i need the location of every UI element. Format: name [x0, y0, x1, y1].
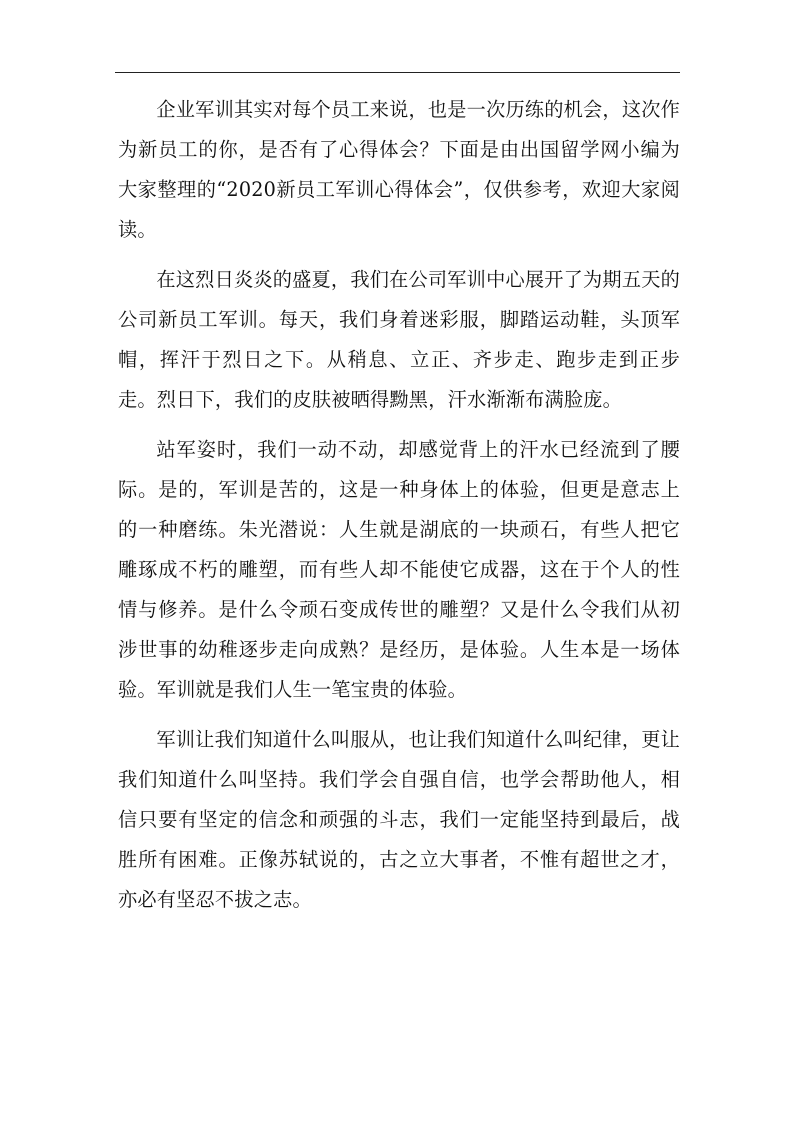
paragraph-intro: 企业军训其实对每个员工来说，也是一次历练的机会，这次作为新员工的你，是否有了心得体会？下面是由出国留学网小编为大家整理的“2020新员工军训心得体会”，仅供参考，欢迎大家阅读。 — [118, 98, 680, 241]
paragraph-training: 在这烈日炎炎的盛夏，我们在公司军训中心展开了为期五天的公司新员工军训。每天，我们身着迷彩服，脚踏运动鞋，头顶军帽，挥汗于烈日之下。从稍息、立正、齐步走、跑步走到正步走。烈日下，我们的皮肤被晒得黝黑，汗水渐渐布满脸庞。 — [118, 268, 680, 411]
paragraph-posture: 站军姿时，我们一动不动，却感觉背上的汗水已经流到了腰际。是的，军训是苦的，这是一种身体上的体验，但更是意志上的一种磨练。朱光潜说：人生就是湖底的一块顽石，有些人把它雕琢成不朽的雕塑，而有些人却不能使它成器，这在于个人的性情与修养。是什么令顽石变成传世的雕塑？又是什么令我们从初涉世事的幼稚逐步走向成熟？是经历，是体验。人生本是一场体验。军训就是我们人生一笔宝贵的体验。 — [118, 438, 680, 701]
header-rule — [115, 72, 680, 73]
document-body — [118, 90, 680, 930]
paragraph-discipline: 军训让我们知道什么叫服从，也让我们知道什么叫纪律，更让我们知道什么叫坚持。我们学会自强自信，也学会帮助他人，相信只要有坚定的信念和顽强的斗志，我们一定能坚持到最后，战胜所有困难。正像苏轼说的，古之立大事者，不惟有超世之才，亦必有坚忍不拔之志。 — [118, 728, 680, 911]
